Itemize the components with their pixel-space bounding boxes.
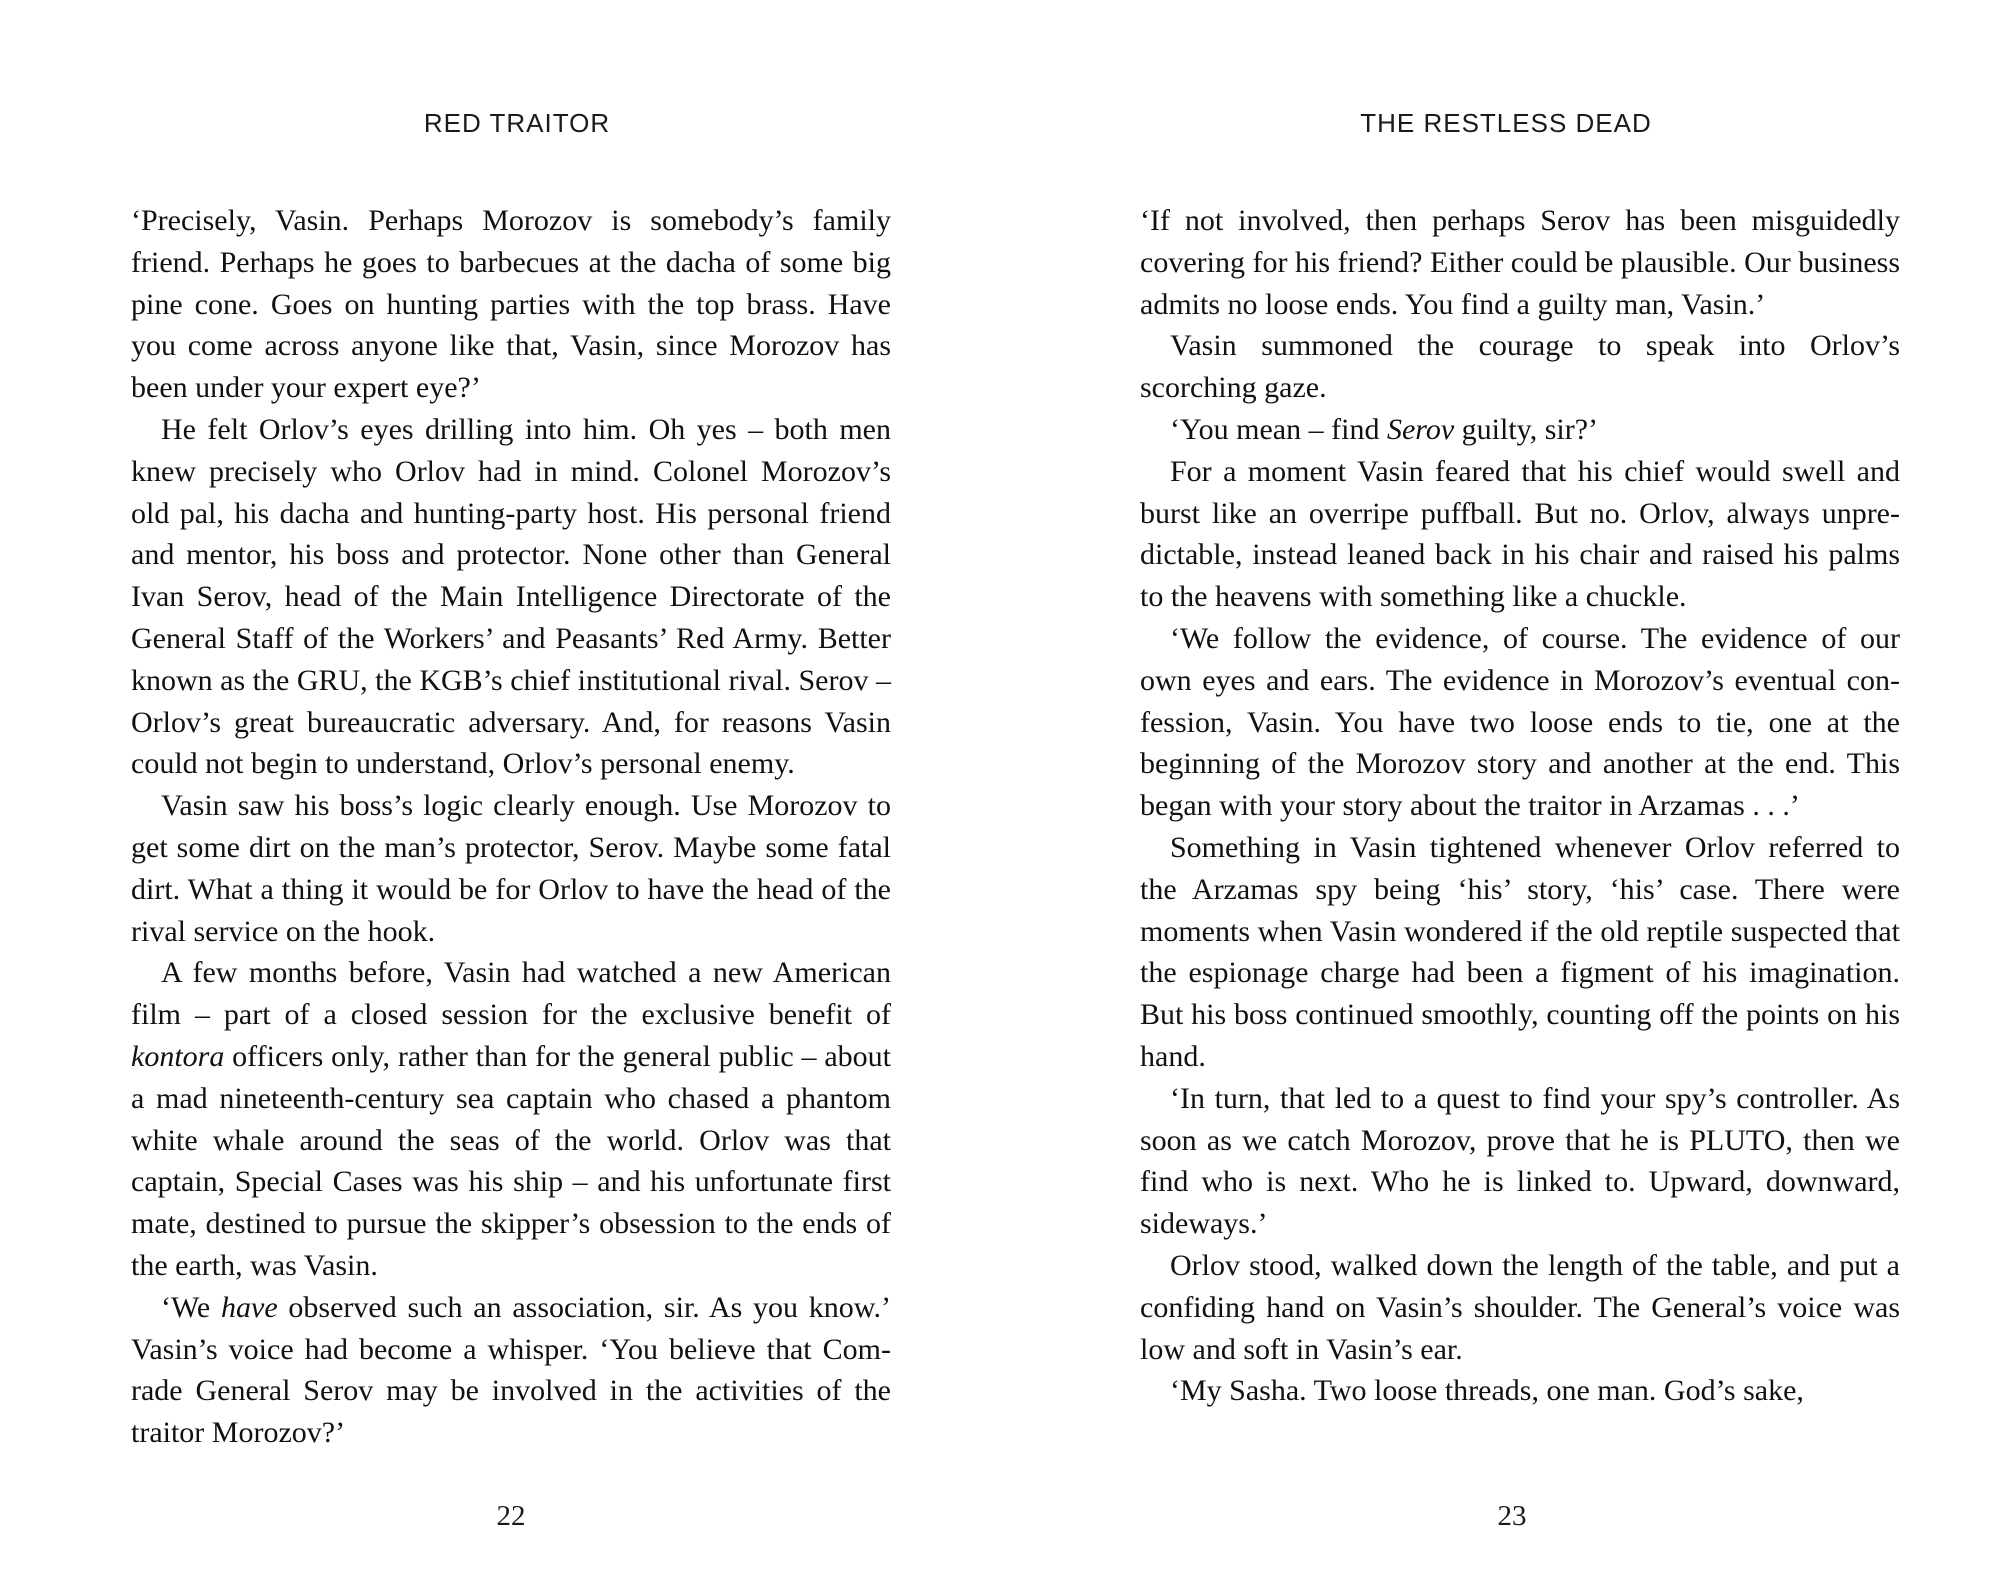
text-run: ‘We	[161, 1290, 221, 1324]
paragraph	[1140, 1370, 1900, 1412]
text-run: guilty, sir?’	[1454, 412, 1599, 446]
text-run: ‘We follow the evidence, of course. The evidence of our own eyes and ears. The evidence in Morozov’s eventual confession, Vasin. You have two loose ends to tie, one at the beginning of the Morozov story and another at the end. This began with your story about the traitor in Arzamas . . .’	[1140, 621, 1900, 823]
body-text	[1140, 200, 1900, 1412]
paragraph	[1140, 451, 1900, 618]
paragraph	[131, 200, 891, 409]
text-run: Orlov stood, walked down the length of the table, and put a confiding hand on Vasin’s shoulder. The General’s voice was low and soft in Vasin’s ear.	[1140, 1248, 1900, 1366]
text-run: ‘In turn, that led to a quest to find your spy’s controller. As soon as we catch Morozov, prove that he is PLUTO, then we find who is next. Who he is linked to. Upward, downward, sideways.’	[1140, 1081, 1900, 1241]
text-run: Vasin saw his boss’s logic clearly enough. Use Morozov to get some dirt on the man’s protector, Serov. Maybe some fatal dirt. What a thing it would be for Orlov to have the head of the rival service on the hook.	[131, 789, 891, 948]
text-run: A few months before, Vasin had watched a new American film – part of a closed session for the exclusive benefit of	[131, 956, 891, 1032]
italic-word: kontora	[131, 1039, 225, 1073]
running-head: RED TRAITOR	[423, 108, 611, 138]
running-head: THE RESTLESS DEAD	[1360, 108, 1652, 138]
paragraph	[131, 952, 891, 1286]
paragraph	[1140, 618, 1900, 827]
text-run: Something in Vasin tightened whenever Orlov referred to the Arzamas spy being ‘his’ story, ‘his’ case. There were moments when Vasin wondered if the old reptile suspected that the espionage charge had been a figment of his imagination. But his boss continued smoothly, counting off the points on his hand.	[1140, 830, 1900, 1073]
text-run: ‘You mean – find	[1170, 412, 1387, 446]
text-run: ‘If not involved, then perhaps Serov has been misguidedly covering for his friend? Either could be plausible. Our business admits no loose ends. You find a guilty man, Vasin.’	[1140, 204, 1900, 321]
right-page	[1000, 0, 2000, 1594]
text-run: ‘Precisely, Vasin. Perhaps Morozov is somebody’s family friend. Perhaps he goes to barbecues at the dacha of some big pine cone. Goes on hunting parties with the top brass. Have you come across anyone like that, Vasin, since Morozov has been under your expert eye?’	[131, 204, 891, 405]
page-number: 23	[1497, 1500, 1527, 1532]
paragraph	[1140, 827, 1900, 1078]
page-number: 22	[496, 1500, 526, 1532]
text-run: ‘My Sasha. Two loose threads, one man. God’s sake,	[1170, 1374, 1804, 1408]
italic-word: Serov	[1386, 412, 1455, 446]
paragraph	[1140, 200, 1900, 325]
paragraph	[131, 1287, 891, 1454]
paragraph	[1140, 409, 1900, 451]
text-run: He felt Orlov’s eyes drilling into him. Oh yes – both men knew precisely who Orlov had in mind. Colonel Morozov’s old pal, his dacha and hunting-party host. His personal friend and mentor, his boss and protector. None other than General Ivan Serov, head of the Main Intelligence Directorate of the General Staff of the Workers’ and Peasants’ Red Army. Better known as the GRU, the KGB’s chief institutional rival. Serov – Orlov’s great bureaucratic adversary. And, for reasons Vasin could not begin to understand, Orlov’s personal enemy.	[131, 412, 891, 781]
text-run: officers only, rather than for the general public – about a mad nineteenth-century sea captain who chased a phantom white whale around the seas of the world. Orlov was that captain, Special Cases was his ship – and his unfortunate first mate, destined to pursue the skipper’s obsession to the ends of the earth, was Vasin.	[131, 1039, 891, 1282]
paragraph	[1140, 325, 1900, 409]
text-run: For a moment Vasin feared that his chief would swell and burst like an overripe puffball. But no. Orlov, always unpredictable, instead leaned back in his chair and raised his palms to the heavens with something like a chuckle.	[1140, 454, 1900, 614]
paragraph	[131, 409, 891, 785]
italic-word: have	[221, 1290, 278, 1324]
paragraph	[1140, 1245, 1900, 1370]
text-run: observed such an association, sir. As you know.’ Vasin’s voice had become a whisper. ‘You believe that Comrade General Serov may be involved in the activities of the traitor Morozov?’	[131, 1290, 892, 1450]
text-run: Vasin summoned the courage to speak into Orlov’s scorching gaze.	[1140, 329, 1900, 405]
body-text	[131, 200, 891, 1454]
paragraph	[131, 785, 891, 952]
paragraph	[1140, 1078, 1900, 1245]
